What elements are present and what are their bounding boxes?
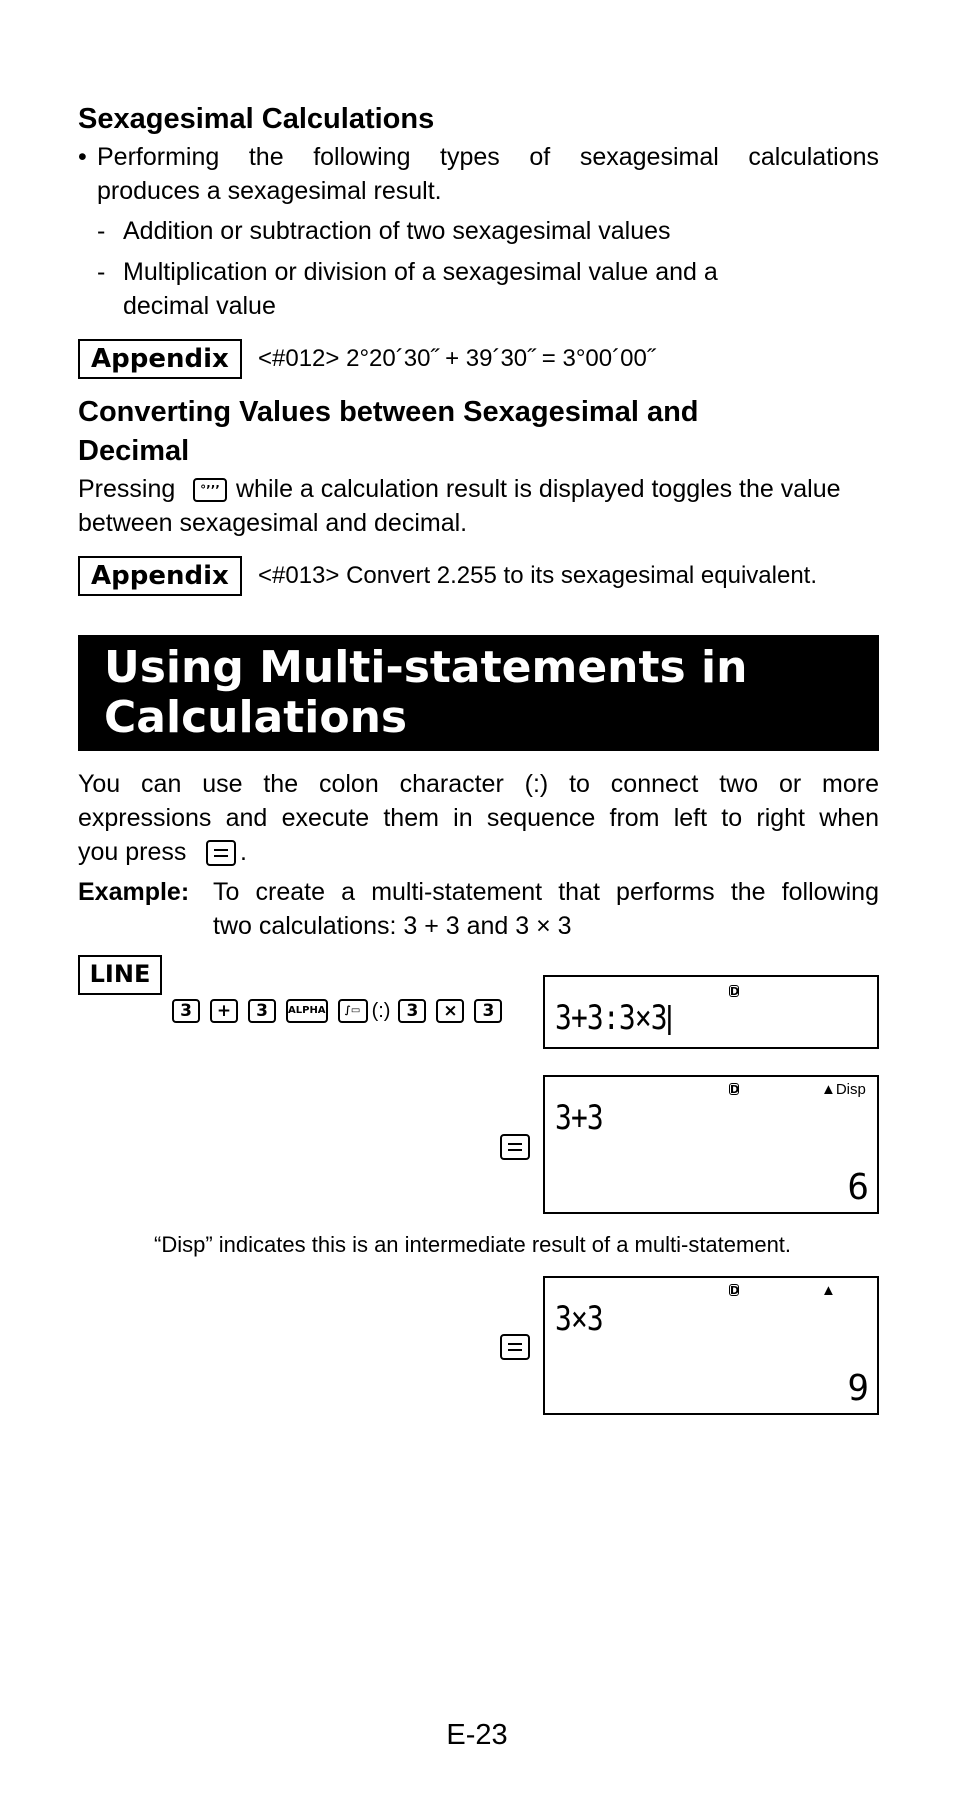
- intro-line3-pre: you press: [78, 838, 187, 866]
- bullet-line1: Performing the following types of sexagesimal calculations: [97, 143, 879, 171]
- lcd-screen-2: [543, 1075, 879, 1214]
- key-3: 3: [474, 999, 502, 1023]
- converting-para-line1-post: while a calculation result is displayed toggles the value: [236, 475, 841, 503]
- lcd-result-3: 9: [847, 1368, 869, 1409]
- appendix-text-012: <#012> 2°20´30˝ + 39´30˝ = 3°00´00˝: [258, 345, 655, 372]
- lcd-input-2: 3+3: [555, 1098, 603, 1138]
- lcd-input-3: 3×3: [555, 1299, 603, 1339]
- lcd-input-1: 3+3:3×3: [555, 999, 671, 1037]
- key-plus: +: [210, 999, 238, 1023]
- colon-label: (:): [371, 999, 391, 1022]
- key-alpha: ALPHA: [286, 999, 328, 1023]
- example-label: Example:: [78, 878, 190, 906]
- degree-mode-indicator: D: [730, 985, 740, 998]
- key-3: 3: [172, 999, 200, 1023]
- example-line1: To create a multi-statement that performs the following: [213, 878, 879, 906]
- equals-key-icon: [206, 840, 236, 866]
- equals-key-icon: [500, 1134, 530, 1160]
- cursor: [668, 1005, 670, 1035]
- key-multiply: ×: [436, 999, 464, 1023]
- appendix-label-012: Appendix: [78, 339, 242, 379]
- intro-line2: expressions and execute them in sequence from left to right when: [78, 804, 879, 832]
- key-3: 3: [248, 999, 276, 1023]
- bullet-line2: produces a sexagesimal result.: [97, 177, 442, 205]
- lcd-result-2: 6: [847, 1167, 869, 1208]
- key-integral: ∫▭: [338, 999, 368, 1023]
- banner-title-line1: Using Multi-statements in: [104, 642, 748, 693]
- banner-title-line2: Calculations: [104, 692, 408, 743]
- sub-item-2-line1: Multiplication or division of a sexagesimal value and a: [123, 258, 718, 286]
- line-mode-label: LINE: [78, 955, 162, 995]
- chapter-banner: [78, 635, 879, 751]
- intro-line1: You can use the colon character (:) to connect two or more: [78, 770, 879, 798]
- dash-2: -: [97, 258, 106, 286]
- appendix-text-013: <#013> Convert 2.255 to its sexagesimal equivalent.: [258, 562, 818, 589]
- lcd-screen-1: [543, 975, 879, 1049]
- up-arrow-indicator: ▲: [821, 1282, 836, 1299]
- section-heading-converting-line1: Converting Values between Sexagesimal and: [78, 396, 699, 428]
- bullet-mark: •: [78, 143, 87, 171]
- key-3: 3: [398, 999, 426, 1023]
- dash-1: -: [97, 217, 106, 245]
- equals-key-icon: [500, 1334, 530, 1360]
- section-heading-converting-line2: Decimal: [78, 435, 190, 467]
- sub-item-1: Addition or subtraction of two sexagesimal values: [123, 217, 671, 245]
- converting-para-pre: Pressing: [78, 475, 176, 503]
- section-heading-sexagesimal: Sexagesimal Calculations: [78, 103, 435, 135]
- intro-line3-post: .: [240, 838, 247, 866]
- disp-note: “Disp” indicates this is an intermediate result of a multi-statement.: [154, 1232, 792, 1257]
- page-number: E-23: [446, 1719, 508, 1751]
- degree-mode-indicator: D: [730, 1083, 740, 1096]
- key-sequence: [172, 999, 512, 1023]
- appendix-label-013: Appendix: [78, 556, 242, 596]
- lcd-screen-3: [543, 1276, 879, 1415]
- degree-mode-indicator: D: [730, 1284, 740, 1297]
- example-line2: two calculations: 3 + 3 and 3 × 3: [213, 912, 572, 940]
- degree-key-icon: °’’’: [193, 478, 227, 502]
- converting-para-line2: between sexagesimal and decimal.: [78, 509, 468, 537]
- disp-indicator: ▲Disp: [821, 1081, 866, 1098]
- sub-item-2-line2: decimal value: [123, 292, 276, 320]
